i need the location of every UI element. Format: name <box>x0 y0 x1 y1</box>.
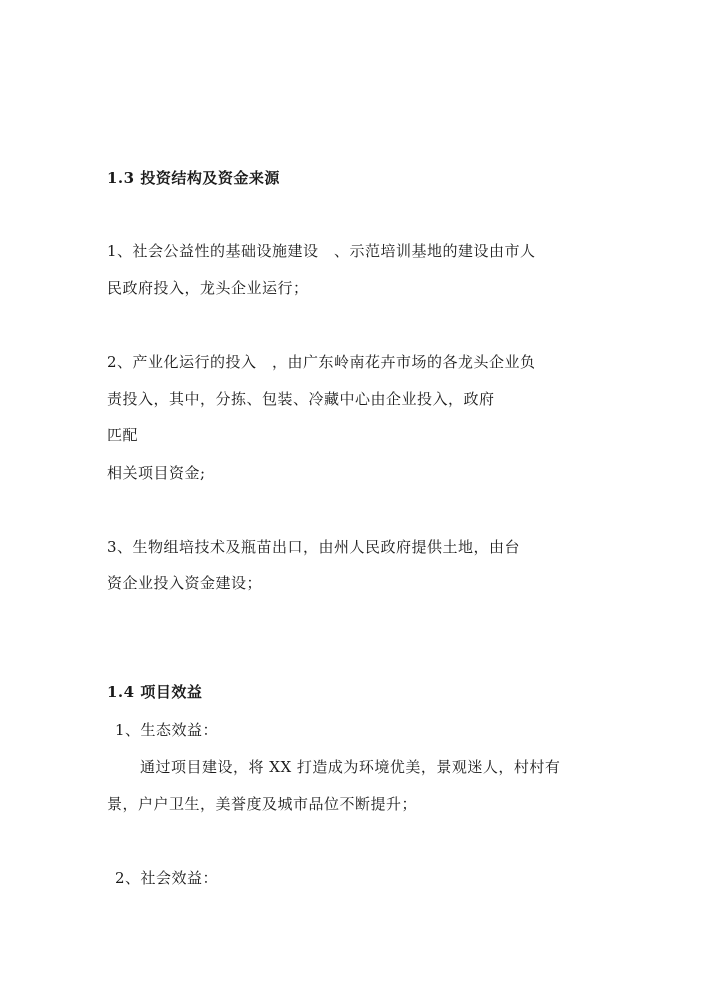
benefit-1-title: 1、生态效益： <box>115 721 219 739</box>
paragraph-3-line-2: 资企业投入资金建设； <box>107 574 263 592</box>
section-heading-1-4: 1.4 项目效益 <box>107 683 203 701</box>
benefit-1-line-1: 通过项目建设，将 XX 打造成为环境优美，景观迷人，村村有 <box>140 758 561 776</box>
paragraph-1-line-1: 1、社会公益性的基础设施建设 、示范培训基地的建设由市人 <box>107 242 536 260</box>
paragraph-1-line-2: 民政府投入，龙头企业运行； <box>107 279 309 297</box>
benefit-2-title: 2、社会效益： <box>115 869 219 887</box>
section-heading-1-3: 1.3 投资结构及资金来源 <box>107 169 280 187</box>
paragraph-2-line-2: 责投入，其中，分拣、包装、冷藏中心由企业投入，政府 <box>107 390 495 408</box>
paragraph-2-line-3: 匹配 <box>107 426 139 444</box>
paragraph-2-line-1: 2、产业化运行的投入 ，由广东岭南花卉市场的各龙头企业负 <box>107 353 536 371</box>
paragraph-2-line-4: 相关项目资金; <box>107 464 206 482</box>
paragraph-3-line-1: 3、生物组培技术及瓶苗出口，由州人民政府提供土地，由台 <box>107 538 521 556</box>
benefit-1-line-2: 景，户户卫生，美誉度及城市品位不断提升； <box>107 795 418 813</box>
